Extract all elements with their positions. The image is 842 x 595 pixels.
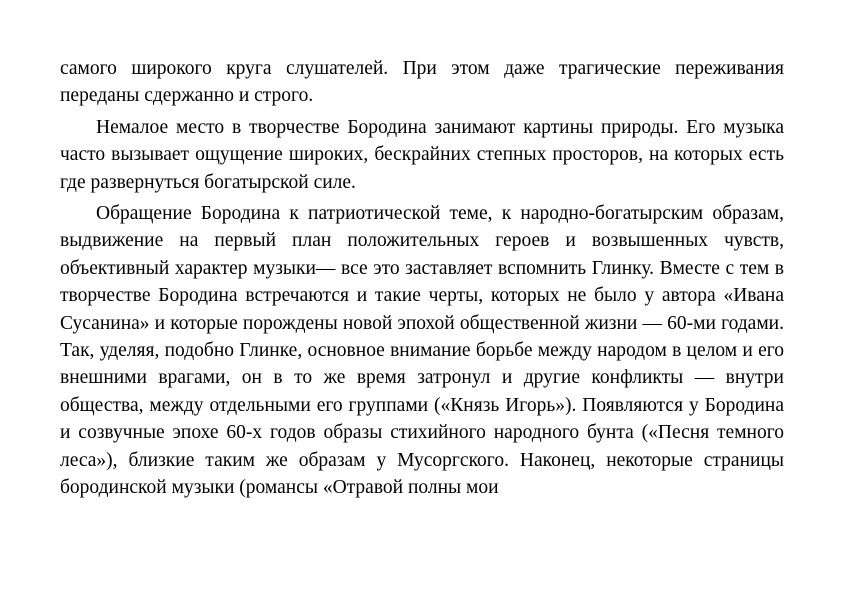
- paragraph-2: Немалое место в творчестве Бородина занимают картины природы. Его музыка часто вызывает ощущение широких, бескрайних степных просторов, на которых есть где развернуться богатырской силе.: [60, 116, 784, 193]
- document-page: [60, 55, 784, 506]
- paragraph-3: Обращение Бородина к патриотической теме, к народно-богатырским образам, выдвижение на первый план положительных героев и возвышенных чувств, объективный характер музыки— все это заставляет вспомнить Глинку. Вместе с тем в творчестве Бородина встречаются и такие черты, которых не было у автора «Ивана Сусанина» и которые порождены новой эпохой общественной жизни — 60-ми годами. Так, уделяя, подобно Глинке, основное внимание борьбе между народом в целом и его внешними врагами, он в то же время затронул и другие конфликты — внутри общества, между отдельными его группами («Князь Игорь»). Появляются у Бородина и созвучные эпохе 60-х годов образы стихийного народного бунта («Песня темного леса»), близкие таким же образам у Мусоргского. Наконец, некоторые страницы бородинской музыки (романсы «Отравой полны мои: [60, 203, 784, 499]
- paragraph-1: самого широкого круга слушателей. При этом даже трагические переживания переданы сдержанно и строго.: [60, 58, 784, 107]
